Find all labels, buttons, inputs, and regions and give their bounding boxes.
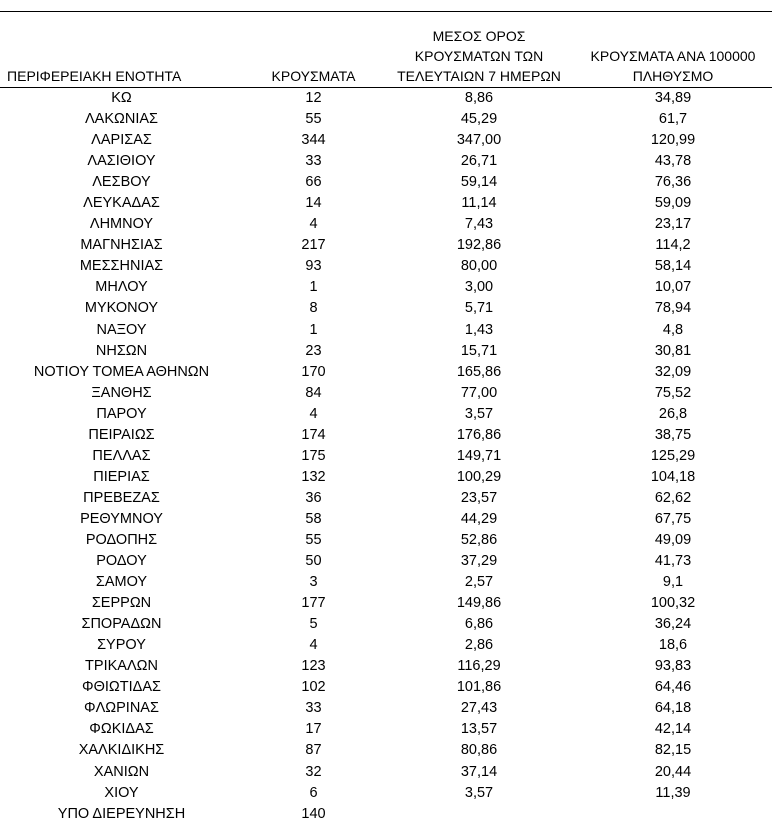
cases-cell: 33 [305,700,322,717]
region-cell: ΦΛΩΡΙΝΑΣ [84,700,159,717]
avg-7-days-cell: 80,86 [460,742,498,759]
header-row [0,26,772,88]
per-100k-cell: 11,39 [655,784,691,801]
per-100k-cell: 62,62 [654,489,692,506]
table-row [0,425,772,446]
table-row [0,130,772,151]
cases-cell: 5 [309,616,318,633]
per-100k-cell [574,804,772,825]
cases-cell: 177 [301,595,326,612]
cases-cell: 14 [305,195,322,212]
table-row [0,172,772,193]
avg-7-days-cell [384,804,574,825]
cases-cell: 8 [309,300,318,317]
per-100k-cell: 82,15 [654,742,692,759]
per-100k-cell: 78,94 [654,300,692,317]
avg-7-days-cell: 1,43 [464,321,494,338]
avg-7-days-cell: 2,86 [464,637,494,654]
region-cell: ΜΗΛΟΥ [95,279,148,296]
cases-cell: 66 [305,174,322,191]
table-row [0,467,772,488]
region-cell: ΧΑΝΙΩΝ [93,763,150,780]
region-cell: ΧΙΟΥ [104,784,139,801]
cases-cell: 33 [305,153,322,170]
region-cell: ΝΑΞΟΥ [96,321,147,338]
per-100k-cell: 18,6 [658,637,688,654]
avg-7-days-cell: 6,86 [464,616,494,633]
table-row [0,740,772,761]
region-cell: ΛΗΜΝΟΥ [89,216,154,233]
cases-cell: 175 [301,447,326,464]
avg-7-days-cell: 80,00 [460,258,498,275]
per-100k-cell: 61,7 [658,111,688,128]
cases-cell: 55 [305,532,322,548]
per-100k-cell: 93,83 [654,658,692,675]
region-cell: ΠΑΡΟΥ [96,405,147,422]
table-row [0,235,772,256]
per-100k-cell: 34,89 [654,90,692,107]
cases-cell: 17 [305,721,322,738]
table-row [0,677,772,698]
cases-cell: 84 [305,384,322,401]
header-per100k-line: ΠΛΗΘΥΣΜΟ [632,68,714,84]
per-100k-cell: 58,14 [654,258,692,275]
region-cell: ΣΕΡΡΩΝ [91,595,152,612]
cases-cell: 174 [301,426,326,443]
avg-7-days-cell: 8,86 [464,90,494,107]
per-100k-cell: 38,75 [654,426,692,443]
top-border-line [0,11,772,12]
avg-7-days-cell: 13,57 [460,721,498,738]
region-cell: ΣΑΜΟΥ [95,574,148,591]
table-row [0,383,772,404]
region-cell: ΠΡΕΒΕΖΑΣ [83,489,160,506]
region-cell: ΠΙΕΡΙΑΣ [93,468,150,485]
per-100k-cell: 10,07 [654,279,692,296]
cases-cell: 58 [305,510,322,527]
table-row [0,530,772,551]
cases-cell: 23 [305,342,322,359]
header-avg-line: ΚΡΟΥΣΜΑΤΩΝ ΤΩΝ [414,48,544,64]
region-cell: ΝΗΣΩΝ [95,342,148,359]
region-cell: ΦΩΚΙΔΑΣ [89,721,154,738]
region-cell: ΛΑΚΩΝΙΑΣ [84,111,158,128]
per-100k-cell: 49,09 [654,532,692,548]
per-100k-cell: 23,17 [654,216,692,233]
cases-cell: 170 [301,363,326,380]
region-cell: ΦΘΙΩΤΙΔΑΣ [82,679,161,696]
avg-7-days-cell: 77,00 [460,384,498,401]
per-100k-cell: 75,52 [654,384,692,401]
region-cell: ΣΥΡΟΥ [97,637,146,654]
per-100k-cell: 120,99 [650,132,696,149]
avg-7-days-cell: 165,86 [456,363,502,380]
cases-cell: 102 [301,679,326,696]
region-cell: ΞΑΝΘΗΣ [91,384,152,401]
region-cell: ΣΠΟΡΑΔΩΝ [81,616,162,633]
cases-cell: 12 [305,90,322,107]
region-cell: ΚΩ [111,90,132,107]
table-row [0,256,772,277]
table-row [0,88,772,110]
region-cell: ΡΟΔΟΠΗΣ [85,532,158,548]
per-100k-cell: 20,44 [654,763,692,780]
avg-7-days-cell: 101,86 [456,679,502,696]
cases-cell: 50 [305,553,322,570]
avg-7-days-cell: 3,57 [464,405,494,422]
per-100k-cell: 100,32 [650,595,696,612]
per-100k-cell: 125,29 [650,447,696,464]
table-row [0,783,772,804]
per-100k-cell: 67,75 [654,510,692,527]
table-row [0,804,772,825]
table-header [0,26,772,88]
cases-cell: 93 [305,258,322,275]
avg-7-days-cell: 23,57 [460,489,498,506]
table-row [0,193,772,214]
table-row [0,593,772,614]
avg-7-days-cell: 26,71 [460,153,498,170]
avg-7-days-cell: 15,71 [460,342,498,359]
table-row [0,698,772,719]
cases-cell: 3 [309,574,318,591]
per-100k-cell: 59,09 [654,195,692,212]
cases-cell: 6 [309,784,318,801]
cases-cell: 36 [305,489,322,506]
avg-7-days-cell: 149,86 [456,595,502,612]
region-cell: ΡΟΔΟΥ [96,553,147,570]
table-row [0,404,772,425]
header-avg-line: ΤΕΛΕΥΤΑΙΩΝ 7 ΗΜΕΡΩΝ [397,68,561,84]
header-avg-line: ΜΕΣΟΣ ΟΡΟΣ [432,28,526,44]
table-row [0,151,772,172]
region-cell: ΠΕΙΡΑΙΩΣ [88,426,155,443]
avg-7-days-cell: 27,43 [460,700,498,717]
region-cell: ΤΡΙΚΑΛΩΝ [85,658,158,675]
avg-7-days-cell: 37,29 [460,553,498,570]
avg-7-days-cell: 44,29 [460,510,498,527]
table-row [0,488,772,509]
cases-cell: 140 [301,805,326,822]
table-row [0,214,772,235]
avg-7-days-cell: 3,00 [464,279,494,296]
header-region: ΠΕΡΙΦΕΡΕΙΑΚΗ ΕΝΟΤΗΤΑ [0,26,243,88]
table-row [0,719,772,740]
cases-cell: 123 [301,658,326,675]
avg-7-days-cell: 149,71 [456,447,502,464]
per-100k-cell: 104,18 [650,468,696,485]
avg-7-days-cell: 37,14 [460,763,498,780]
avg-7-days-cell: 3,57 [464,784,494,801]
region-cell: ΠΕΛΛΑΣ [92,447,151,464]
avg-7-days-cell: 192,86 [456,237,502,254]
per-100k-cell: 76,36 [654,174,692,191]
avg-7-days-cell: 59,14 [460,174,498,191]
header-per100k-line: ΚΡΟΥΣΜΑΤΑ ΑΝΑ 100000 [590,48,756,64]
region-cell: ΡΕΘΥΜΝΟΥ [80,510,163,527]
avg-7-days-cell: 116,29 [457,658,501,675]
header-avg-7-days [384,26,574,88]
cases-cell: 217 [301,237,326,254]
avg-7-days-cell: 347,00 [456,132,502,149]
table-row [0,277,772,298]
table-row [0,614,772,635]
per-100k-cell: 64,18 [654,700,692,717]
avg-7-days-cell: 176,86 [456,426,502,443]
cases-cell: 132 [301,468,326,485]
region-cell: ΧΑΛΚΙΔΙΚΗΣ [78,742,165,759]
table-row [0,509,772,530]
header-cases-per-100k [574,26,772,88]
table-row [0,109,772,130]
header-cases: ΚΡΟΥΣΜΑΤΑ [243,26,384,88]
per-100k-cell: 64,46 [654,679,692,696]
region-cell: ΝΟΤΙΟΥ ΤΟΜΕΑ ΑΘΗΝΩΝ [33,363,210,380]
table-body [0,88,772,825]
region-cell: ΥΠΟ ΔΙΕΡΕΥΝΗΣΗ [57,805,186,822]
table-row [0,320,772,341]
per-100k-cell: 26,8 [658,405,688,422]
region-cell: ΜΑΓΝΗΣΙΑΣ [80,237,163,254]
table-row [0,762,772,783]
avg-7-days-cell: 11,14 [461,195,497,212]
region-cell: ΜΥΚΟΝΟΥ [84,300,159,317]
region-cell: ΛΕΥΚΑΔΑΣ [83,195,160,212]
cases-cell: 32 [305,763,322,780]
per-100k-cell: 4,8 [662,321,684,338]
per-100k-cell: 9,1 [662,574,684,591]
region-cell: ΜΕΣΣΗΝΙΑΣ [79,258,164,275]
cases-cell: 4 [309,637,318,654]
avg-7-days-cell: 45,29 [460,111,498,128]
covid-cases-table [0,26,772,825]
cases-cell: 1 [309,279,318,296]
table-row [0,551,772,572]
table-row [0,446,772,467]
per-100k-cell: 41,73 [654,553,692,570]
table-row [0,298,772,319]
cases-cell: 55 [305,111,322,128]
per-100k-cell: 43,78 [654,153,692,170]
per-100k-cell: 36,24 [654,616,692,633]
region-cell: ΛΑΣΙΘΙΟΥ [87,153,156,170]
region-cell: ΛΕΣΒΟΥ [92,174,151,191]
per-100k-cell: 42,14 [654,721,692,738]
cases-cell: 1 [309,321,318,338]
avg-7-days-cell: 2,57 [464,574,494,591]
per-100k-cell: 114,2 [655,237,691,254]
avg-7-days-cell: 5,71 [464,300,494,317]
per-100k-cell: 30,81 [654,342,692,359]
avg-7-days-cell: 52,86 [460,532,498,548]
table-row [0,656,772,677]
table-row [0,362,772,383]
table-row [0,341,772,362]
per-100k-cell: 32,09 [654,363,692,380]
table-row [0,635,772,656]
cases-cell: 344 [301,132,326,149]
cases-cell: 4 [309,216,318,233]
table-row [0,572,772,593]
avg-7-days-cell: 100,29 [456,468,502,485]
region-cell: ΛΑΡΙΣΑΣ [91,132,152,149]
cases-cell: 87 [305,742,322,759]
avg-7-days-cell: 7,43 [464,216,494,233]
cases-cell: 4 [309,405,318,422]
